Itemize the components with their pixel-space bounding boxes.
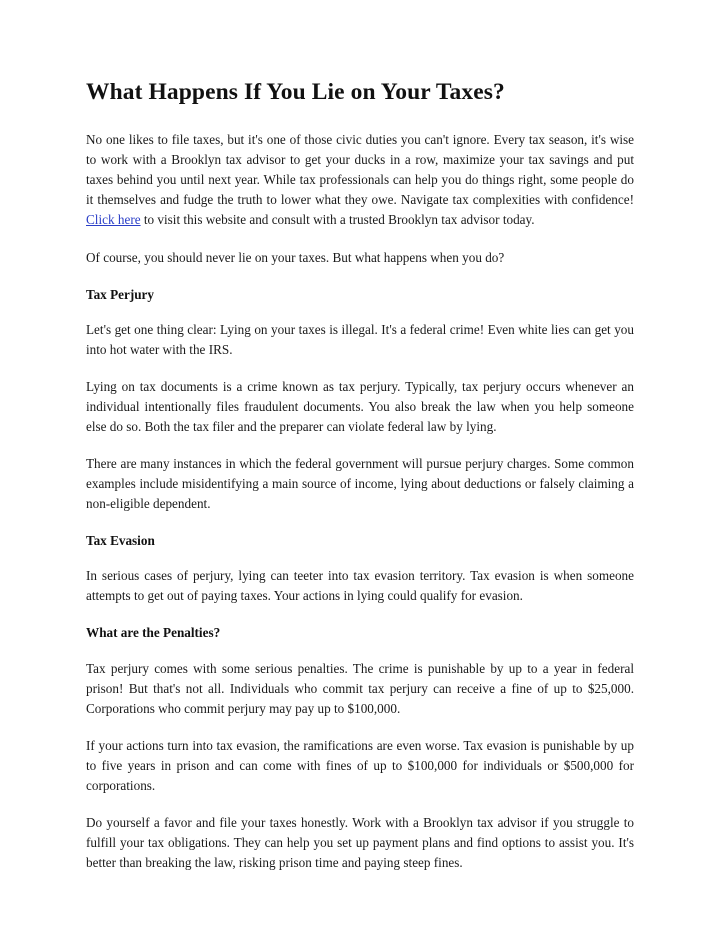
paragraph-closing-advice: Do yourself a favor and file your taxes honestly. Work with a Brooklyn tax advisor if you struggle to fulfill your tax obligations. They can help you set up payment plans and find options to assist you. It's better than breaking the law, risking prison time and paying steep fines. [86, 814, 634, 871]
paragraph-tax-evasion-definition: In serious cases of perjury, lying can teeter into tax evasion territory. Tax evasion is when someone attempts to get out of paying taxes. Your actions in lying could qualify for evasion. [86, 568, 634, 604]
click-here-link[interactable]: Click here [86, 212, 141, 228]
page-title: What Happens If You Lie on Your Taxes? [86, 79, 505, 105]
paragraph-evasion-penalties: If your actions turn into tax evasion, the ramifications are even worse. Tax evasion is punishable by up to five years in prison and can come with fines of up to $100,000 for individuals or $500,000 for corporations. [86, 737, 634, 793]
intro-text-after-link: to visit this website and consult with a trusted Brooklyn tax advisor today. [140, 212, 535, 228]
paragraph-perjury-penalties: Tax perjury comes with some serious penalties. The crime is punishable by up to a year in federal prison! But that's not all. Individuals who commit tax perjury can receive a fine of up to $25,000. Corporations who commit perjury may pay up to $100,000. [86, 660, 634, 716]
heading-tax-perjury: Tax Perjury [86, 286, 155, 302]
paragraph-lying-illegal: Let's get one thing clear: Lying on your taxes is illegal. It's a federal crime! Even white lies can get you into hot water with the IRS. [86, 321, 634, 357]
paragraph-of-course: Of course, you should never lie on your taxes. But what happens when you do? [86, 249, 505, 265]
intro-paragraph [86, 130, 634, 230]
heading-tax-evasion: Tax Evasion [86, 533, 155, 549]
heading-penalties: What are the Penalties? [86, 625, 221, 641]
intro-text-before-link: No one likes to file taxes, but it's one of those civic duties you can't ignore. Every tax season, it's wise to work with a Brooklyn tax advisor to get your ducks in a row, maximize your tax savings and put taxes behind you until next year. While tax professionals can help you do things right, some people do it themselves and fudge the truth to lower what they owe. Navigate tax complexities with confidence! [86, 132, 634, 208]
paragraph-tax-perjury-definition: Lying on tax documents is a crime known as tax perjury. Typically, tax perjury occurs whenever an individual intentionally files fraudulent documents. You also break the law when you help someone else do so. Both the tax filer and the preparer can violate federal law by lying. [86, 378, 634, 434]
paragraph-perjury-examples: There are many instances in which the federal government will pursue perjury charges. Some common examples include misidentifying a main source of income, lying about deductions or falsely claiming a non-eligible dependent. [86, 456, 634, 512]
